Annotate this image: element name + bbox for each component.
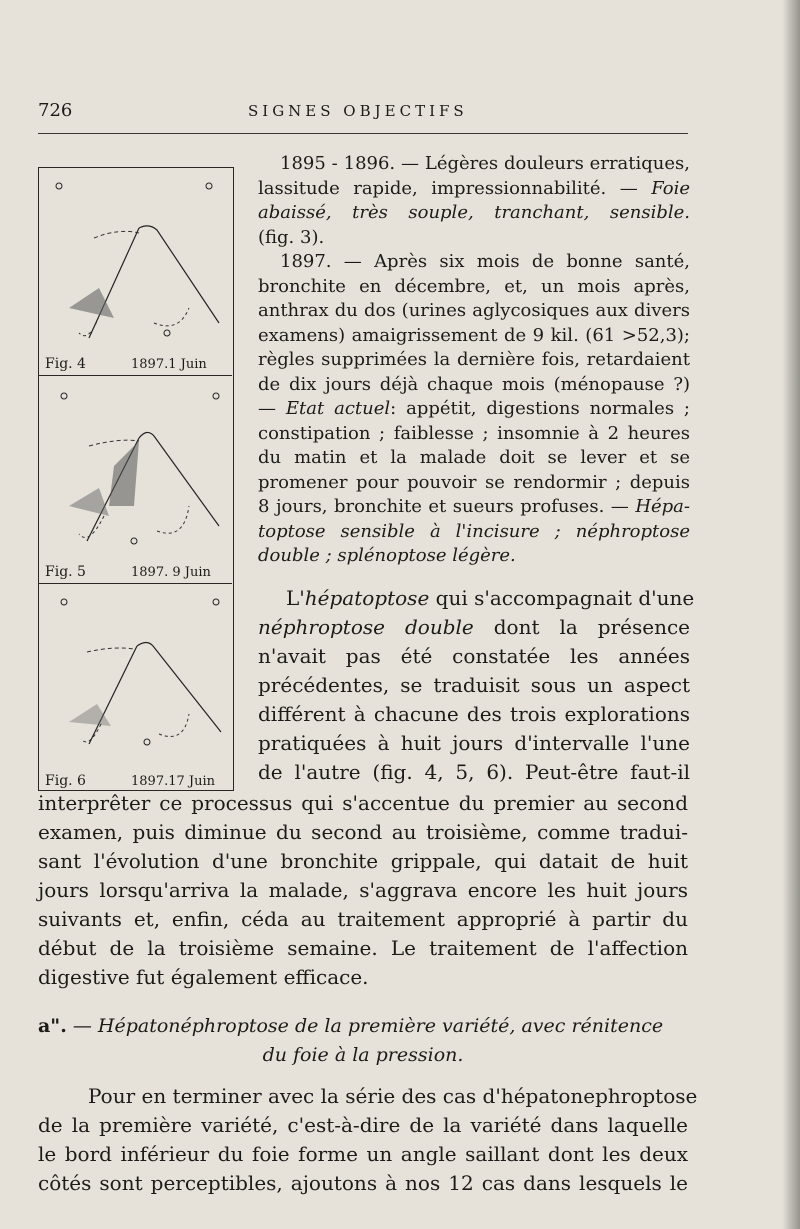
text-line: côtés sont perceptibles, ajoutons à nos 12 cas dans lesquels le [38,1171,688,1195]
text-line: examens) amaigrissement de 9 kil. (61 >52,3); [258,324,690,346]
text-line: 1897. — Après six mois de bonne santé, [280,251,690,272]
figure-column [38,167,234,791]
text-line: toptose sensible à l'incisure ; néphroptose [258,520,690,542]
text-line: suivants et, enfin, céda au traitement approprié à partir du [38,907,688,931]
text-line: règles supprimées la dernière fois, retardaient [258,349,690,370]
text-line: de l'autre (fig. 4, 5, 6). Peut-être faut-il [258,760,690,784]
text-line: de dix jours déjà chaque mois (ménopause ?) [258,373,690,395]
figure-6-date: 1897.17 Juin [131,774,216,789]
text-line: 1895 - 1896. — Légères douleurs erratiques, [280,153,690,174]
text-line: lassitude rapide, impressionnabilité. — Foie [258,177,690,199]
text-line: n'avait pas été constatée les années [258,644,690,668]
text-line: constipation ; faiblesse ; insomnie à 2 heures [258,422,690,444]
text-line: de la première variété, c'est-à-dire de la variété dans laquelle [38,1113,688,1137]
figure-6-drawing [39,584,232,792]
text-line: pratiquées à huit jours d'intervalle l'une [258,731,690,755]
section-heading [38,1012,688,1070]
figure-6-label: Fig. 6 [45,773,86,789]
text-line: différent à chacune des trois explorations [258,702,690,726]
running-title: SIGNES OBJECTIFS [248,102,468,120]
page-number: 726 [38,100,73,121]
text-line: 8 jours, bronchite et sueurs profuses. — Hépa- [258,496,690,517]
main-paragraph-side [258,584,695,787]
text-line: promener pour pouvoir se rendormir ; depuis [258,471,690,493]
main-paragraph-full [38,789,688,992]
text-line: du matin et la malade doit se lever et se [258,447,690,468]
text-line: abaissé, très souple, tranchant, sensible. [258,202,690,223]
case-history-paragraph [258,152,690,569]
text-line: Pour en terminer avec la série des cas d'hépatonephroptose [88,1084,698,1108]
page-edge-shadow [782,0,800,1229]
figure-6 [39,584,232,792]
heading-line-2: du foie à la pression. [262,1044,464,1066]
text-line: double ; splénoptose légère. [258,545,516,566]
figure-5 [39,376,232,584]
page-header [38,100,688,134]
final-paragraph [38,1082,698,1198]
figure-4-drawing [39,168,232,376]
text-line: précédentes, se traduisit sous un aspect [258,673,690,697]
figure-5-label: Fig. 5 [45,564,86,580]
heading-line-1: a". — Hépatonéphroptose de la première variété, avec rénitence [38,1015,664,1037]
text-line: L'hépatoptose qui s'accompagnait d'une [286,586,695,610]
text-line: jours lorsqu'arriva la malade, s'aggrava encore les huit jours [38,878,688,902]
figure-5-drawing [39,376,232,584]
text-line: début de la troisième semaine. Le traitement de l'affection [38,936,688,960]
figure-4-date: 1897.1 Juin [131,357,207,372]
text-line: examen, puis diminue du second au troisième, comme tradui- [38,820,688,844]
text-line: — Etat actuel: appétit, digestions normales ; [258,398,690,419]
text-line: anthrax du dos (urines aglycosiques aux divers [258,300,690,321]
text-line: néphroptose double dont la présence [258,615,691,639]
figure-4-label: Fig. 4 [45,356,86,372]
text-line: interprêter ce processus qui s'accentue du premier au second [38,791,688,815]
text-line: (fig. 3). [258,226,325,248]
figure-5-date: 1897. 9 Juin [131,565,211,580]
text-line: sant l'évolution d'une bronchite grippale, qui datait de huit [38,849,688,873]
text-line: digestive fut également efficace. [38,965,369,989]
text-line: le bord inférieur du foie forme un angle saillant dont les deux [38,1142,688,1166]
header-rule [38,133,688,134]
figure-4 [39,168,232,376]
text-line: bronchite en décembre, et, un mois après, [258,275,690,297]
